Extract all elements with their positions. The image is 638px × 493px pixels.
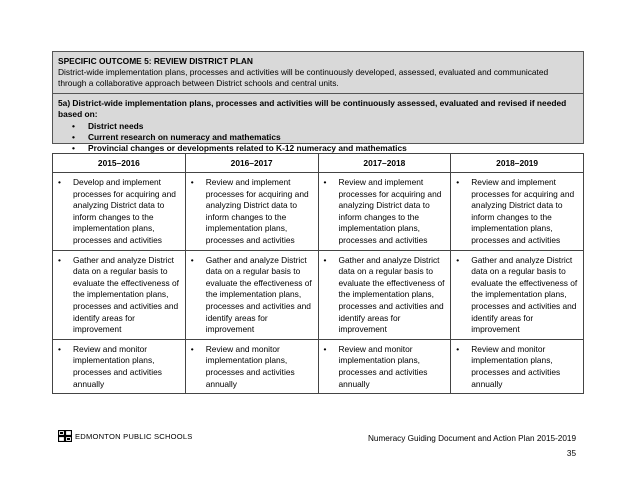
cell-text-line: Review and monitor — [338, 343, 413, 354]
page-number: 35 — [566, 449, 576, 458]
cell-text-line: analyzing District data to — [471, 200, 563, 211]
cell-text-line: Gather and analyze District — [338, 254, 440, 265]
cell-text-line: evaluate the effectiveness of — [205, 277, 312, 288]
cell-text-line: implementation plans, — [73, 355, 155, 366]
table-cell — [185, 250, 318, 339]
cell-text-line: Review and implement — [471, 177, 556, 187]
bullet-icon: • — [456, 254, 460, 265]
table-cell — [318, 339, 451, 393]
cell-text-line: inform changes to the — [471, 211, 552, 222]
cell-text-line: processes and activities — [205, 366, 295, 377]
cell-text-line: processes and activities — [205, 234, 295, 245]
table-cell — [318, 250, 451, 339]
action-plan-table — [52, 153, 584, 394]
table-row — [53, 339, 584, 393]
cell-text-line: data on a regular basis to — [338, 266, 434, 277]
cell-text-line: inform changes to the — [338, 211, 420, 222]
cell-text-line: implementation plans, — [205, 355, 288, 366]
cell-bullet-item — [455, 177, 579, 247]
cell-bullet-item — [323, 344, 447, 390]
cell-text-line: processes and activities and — [338, 300, 444, 311]
cell-text-line: implementation plans, — [73, 223, 155, 234]
table-cell — [53, 339, 186, 393]
cell-text-line: annually — [471, 378, 503, 389]
cell-text-line: data on a regular basis to — [471, 266, 566, 277]
cell-bullet-item — [57, 255, 181, 336]
cell-bullet-item — [57, 344, 181, 390]
cell-text-line: implementation plans, — [205, 223, 288, 234]
cell-text-line: Review and implement — [338, 177, 424, 187]
table-row — [53, 250, 584, 339]
cell-text-line: annually — [205, 378, 237, 389]
cell-text-line: improvement — [338, 324, 387, 335]
bullet-icon: • — [190, 177, 194, 187]
cell-text-line: processes for acquiring and — [471, 188, 575, 199]
table-cell — [53, 173, 186, 251]
bullet-icon: • — [190, 343, 194, 354]
cell-text-line: implementation plans, — [471, 223, 553, 234]
cell-text-line: data on a regular basis to — [205, 266, 301, 277]
specific-outcome-box — [52, 51, 584, 153]
cell-text-line: the implementation plans, — [471, 289, 567, 300]
cell-text-line: improvement — [471, 324, 520, 335]
cell-text-line: annually — [338, 378, 370, 389]
cell-text-line: Gather and analyze District — [73, 254, 175, 265]
table-row — [53, 173, 584, 251]
table-cell — [185, 173, 318, 251]
cell-text-line: improvement — [73, 324, 122, 335]
cell-text-line: Review and monitor — [471, 343, 546, 354]
column-header: 2017–2018 — [318, 154, 451, 173]
table-cell — [451, 173, 584, 251]
cell-text-line: processes and activities — [338, 366, 428, 377]
bullet-icon: • — [456, 177, 460, 187]
bullet-icon: • — [58, 254, 61, 265]
cell-text-line: identify areas for — [205, 312, 268, 323]
outcome-bullet: • District needs — [72, 121, 144, 131]
bullet-icon: • — [456, 343, 460, 354]
cell-bullet-item — [190, 344, 314, 390]
outcome-description: District-wide implementation plans, processes and activities will be continuously developed, assessed, evaluated and communicated through a collaborative approach between District schools and central units. — [58, 67, 549, 88]
table-cell — [451, 339, 584, 393]
table-cell — [318, 173, 451, 251]
column-header: 2016–2017 — [185, 154, 318, 173]
cell-text-line: the implementation plans, — [338, 289, 434, 300]
logo-text: EDMONTON PUBLIC SCHOOLS — [75, 431, 193, 441]
cell-text-line: implementation plans, — [338, 355, 420, 366]
column-header: 2015–2016 — [53, 154, 186, 173]
column-header: 2018–2019 — [451, 154, 584, 173]
cell-text-line: Review and implement — [205, 177, 291, 187]
cell-text-line: processes and activities — [73, 366, 162, 377]
table-cell — [185, 339, 318, 393]
footer-logo — [58, 430, 193, 442]
cell-text-line: processes and activities and — [205, 300, 311, 311]
bullet-icon: • — [72, 121, 75, 131]
cell-text-line: implementation plans, — [338, 223, 420, 234]
cell-text-line: processes for acquiring and — [338, 188, 442, 199]
cell-text-line: processes and activities — [73, 234, 162, 245]
cell-text-line: processes and activities and — [73, 300, 179, 311]
outcome-body — [53, 94, 583, 158]
cell-text-line: data on a regular basis to — [73, 266, 168, 277]
cell-text-line: Develop and implement — [73, 177, 161, 187]
cell-bullet-item — [455, 344, 579, 390]
cell-bullet-item — [323, 177, 447, 247]
cell-text-line: improvement — [205, 324, 255, 335]
cell-bullet-item — [190, 177, 314, 247]
cell-bullet-item — [323, 255, 447, 336]
cell-text-line: processes for acquiring and — [205, 188, 309, 199]
cell-bullet-item — [455, 255, 579, 336]
bullet-icon: • — [72, 132, 75, 142]
cell-text-line: evaluate the effectiveness of — [471, 277, 578, 288]
bullet-icon: • — [58, 343, 61, 354]
cell-text-line: processes and activities — [471, 234, 561, 245]
cell-text-line: evaluate the effectiveness of — [338, 277, 445, 288]
table-header-row — [53, 154, 584, 173]
cell-bullet-item — [190, 255, 314, 336]
cell-text-line: identify areas for — [338, 312, 401, 323]
cell-text-line: processes and activities — [338, 234, 428, 245]
cell-text-line: analyzing District data to — [205, 200, 297, 211]
cell-text-line: identify areas for — [471, 312, 534, 323]
cell-text-line: processes and activities — [471, 366, 561, 377]
outcome-sub-heading: 5a) District-wide implementation plans, processes and activities will be continuously assessed, evaluated and revised if needed based on: — [58, 98, 567, 119]
cell-text-line: analyzing District data to — [73, 200, 165, 211]
outcome-title: SPECIFIC OUTCOME 5: REVIEW DISTRICT PLAN — [58, 56, 253, 66]
cell-text-line: identify areas for — [73, 312, 135, 323]
cell-text-line: implementation plans, — [471, 355, 553, 366]
cell-text-line: inform changes to the — [73, 211, 154, 222]
outcome-bullet: • Current research on numeracy and mathematics — [72, 132, 281, 142]
eps-logo-icon — [58, 430, 72, 442]
outcome-header — [53, 52, 583, 94]
cell-text-line: the implementation plans, — [73, 289, 169, 300]
bullet-icon: • — [323, 254, 327, 265]
bullet-icon: • — [58, 177, 61, 187]
cell-bullet-item — [57, 177, 181, 247]
cell-text-line: analyzing District data to — [338, 200, 430, 211]
cell-text-line: Review and monitor — [73, 343, 148, 354]
cell-text-line: Gather and analyze District — [471, 254, 573, 265]
outcome-bullet-list — [58, 121, 578, 154]
outcome-bullet: • Provincial changes or developments related to K-12 numeracy and mathematics — [72, 143, 407, 153]
cell-text-line: Review and monitor — [205, 343, 280, 354]
table-body — [53, 173, 584, 394]
cell-text-line: processes and activities and — [471, 300, 577, 311]
cell-text-line: annually — [73, 378, 105, 389]
table-cell — [53, 250, 186, 339]
document-title: Numeracy Guiding Document and Action Plan 2015-2019 — [368, 434, 576, 443]
bullet-icon: • — [323, 177, 327, 187]
cell-text-line: the implementation plans, — [205, 289, 302, 300]
cell-text-line: inform changes to the — [205, 211, 287, 222]
cell-text-line: Gather and analyze District — [205, 254, 307, 265]
bullet-icon: • — [72, 143, 75, 153]
cell-text-line: processes for acquiring and — [73, 188, 176, 199]
bullet-icon: • — [190, 254, 194, 265]
cell-text-line: evaluate the effectiveness of — [73, 277, 179, 288]
table-cell — [451, 250, 584, 339]
bullet-icon: • — [323, 343, 327, 354]
